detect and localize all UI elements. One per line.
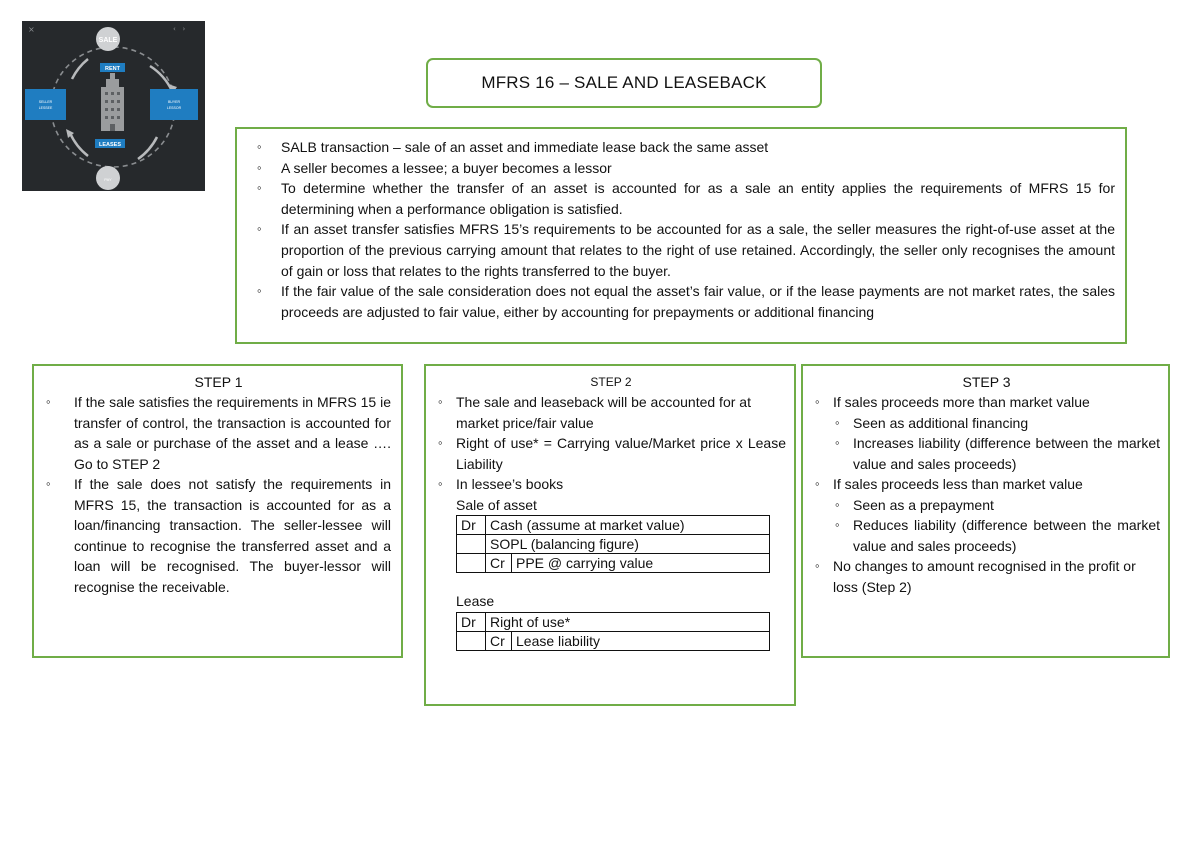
table-cell: Dr [457,612,486,631]
step2-item: ◦ The sale and leaseback will be accounted for at market price/fair value [436,392,786,433]
step1-item: ◦ If the sale satisfies the requirements in MFRS 15 ie transfer of control, the transaction is accounted for as a sale or purchase of the asset and a lease …. Go to STEP 2 [46,392,391,474]
step1-item: ◦ If the sale does not satisfy the requirements in MFRS 15, the transaction is accounted for as a loan/financing transaction. The seller-lessee will continue to recognise the transferred asset and a loan will be recognised. The buyer-lessor will recognise the receivable. [46,474,391,597]
leases-label: LEASES [98,142,122,148]
step1-list [46,392,391,597]
buyer-label: BUYER [167,100,181,104]
pay-label: PAY [104,177,112,182]
summary-item: ◦ A seller becomes a lessee; a buyer becomes a lessor [257,158,1115,179]
summary-list [257,137,1115,322]
step3-item-text: If sales proceeds more than market value [833,394,1090,410]
summary-item: ◦ To determine whether the transfer of an asset is accounted for as a sale an entity applies the requirements of MFRS 15 for determining when a performance obligation is satisfied. [257,178,1115,219]
step3-list [813,392,1160,597]
table-cell: Lease liability [512,631,770,650]
arrow-top-right [150,66,172,91]
table-cell [457,554,486,573]
sale-journal-table [456,515,770,573]
table-row [457,535,770,554]
arrow-bottom-right [138,137,157,159]
seller-label: SELLER [38,100,53,104]
arrow-top-left [72,59,88,79]
summary-box [235,127,1127,344]
step3-item-text: If sales proceeds less than market value [833,476,1083,492]
step2-item: ◦ Right of use* = Carrying value/Market price x Lease Liability [436,433,786,474]
building-icon [101,73,124,131]
rent-label: RENT [105,66,120,72]
step3-box [801,364,1170,658]
table-row [457,516,770,535]
title-box [426,58,822,108]
step3-sublist [833,495,1160,557]
step2-box [424,364,796,706]
step3-item: ◦ No changes to amount recognised in the profit or loss (Step 2) [813,556,1160,597]
table-cell: SOPL (balancing figure) [486,535,770,554]
summary-item: ◦ If the fair value of the sale consideration does not equal the asset’s fair value, or if the lease payments are not market rates, the sales proceeds are adjusted to fair value, either by accounting for prepayments or additional financing [257,281,1115,322]
page-title: MFRS 16 – SALE AND LEASEBACK [481,73,767,92]
lease-heading: Lease [456,593,495,609]
table-cell: Right of use* [486,612,770,631]
nav-arrows-icon: ‹ › [173,25,186,33]
table-cell: Cr [486,554,512,573]
step1-box [32,364,403,658]
table-cell [457,631,486,650]
step3-item [813,392,1160,474]
table-row [457,631,770,650]
cycle-diagram [22,21,205,191]
table-row [457,554,770,573]
close-icon: × [28,25,35,34]
table-cell: Dr [457,516,486,535]
lease-journal-table [456,612,770,651]
table-cell: PPE @ carrying value [512,554,770,573]
sale-leaseback-illustration [22,21,205,191]
step3-subitem: ◦ Reduces liability (difference between the market value and sales proceeds) [833,515,1160,556]
seller-box [25,89,66,120]
step3-subitem: ◦ Increases liability (difference between the market value and sales proceeds) [833,433,1160,474]
sale-label: SALE [98,37,118,44]
buyer-box [150,89,198,120]
table-cell [457,535,486,554]
step1-heading: STEP 1 [194,374,243,390]
spacer [436,573,786,591]
step3-subitem: ◦ Seen as additional financing [833,413,1160,434]
step2-item: ◦ In lessee’s books [436,474,786,495]
lessee-label: LESSEE [38,106,53,110]
lessor-label: LESSOR [166,106,182,110]
step3-heading: STEP 3 [962,374,1011,390]
table-row [457,612,770,631]
step2-heading: STEP 2 [590,375,632,389]
table-cell: Cr [486,631,512,650]
table-cell: Cash (assume at market value) [486,516,770,535]
summary-item: ◦ If an asset transfer satisfies MFRS 15’s requirements to be accounted for as a sale, the seller measures the right-of-use asset at the proportion of the previous carrying amount that relates to the right of use retained. Accordingly, the seller only recognises the amount of gain or loss that relates to the rights transferred to the buyer. [257,219,1115,281]
step3-sublist [833,413,1160,475]
step3-item [813,474,1160,556]
step2-list [436,392,786,495]
summary-item: ◦ SALB transaction – sale of an asset and immediate lease back the same asset [257,137,1115,158]
step3-subitem: ◦ Seen as a prepayment [833,495,1160,516]
sale-of-asset-heading: Sale of asset [456,496,537,513]
